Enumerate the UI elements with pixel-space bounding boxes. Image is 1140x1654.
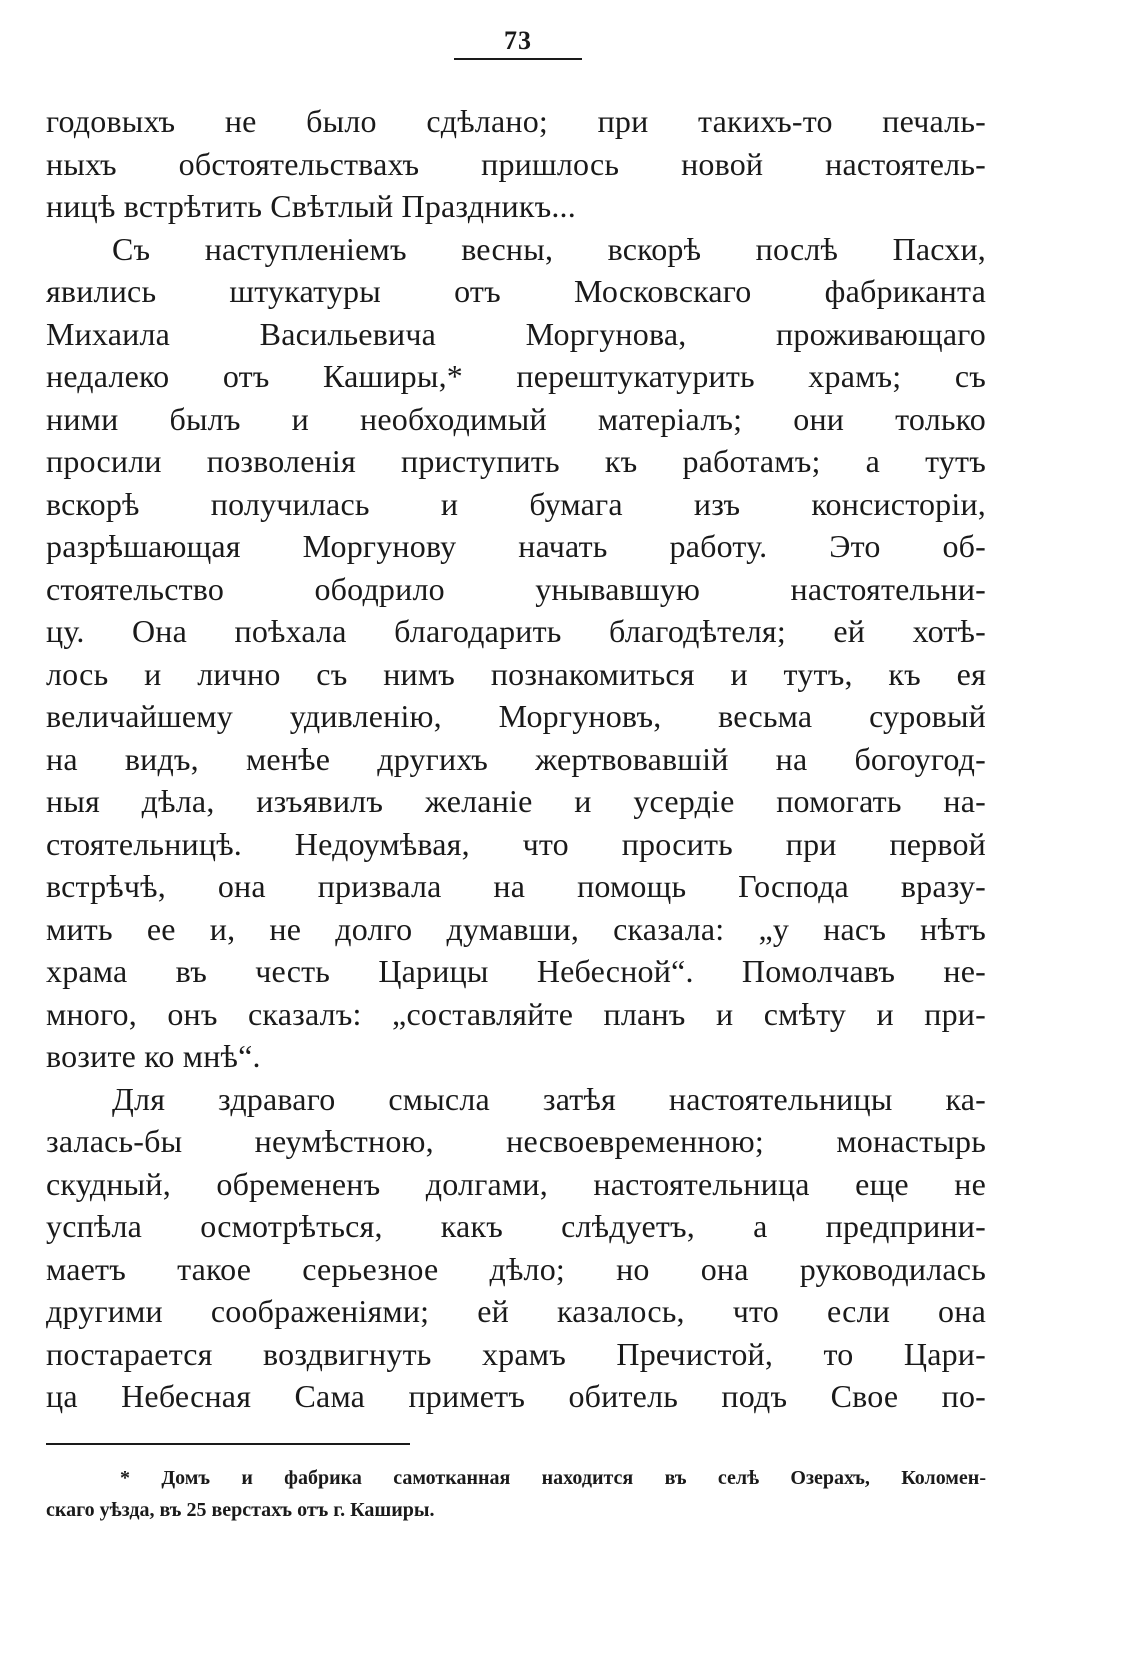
text-line: величайшему удивленію, Моргуновъ, весьма суровый — [46, 698, 986, 734]
text-line: Для здраваго смысла затѣя настоятельницы ка- — [112, 1080, 986, 1117]
footnote — [46, 1462, 986, 1526]
text-line: стоятельницѣ. Недоумѣвая, что просить при первой — [46, 825, 986, 862]
text-line: залась-бы неумѣстною, несвоевременною; монастырь — [46, 1123, 986, 1159]
text-line: другими соображеніями; ей казалось, что если она — [46, 1293, 986, 1329]
page-number-rule — [454, 58, 582, 60]
text-line: вскорѣ получилась и бумага изъ консисторіи, — [46, 485, 986, 522]
text-line: стоятельство ободрило унывавшую настоятельни- — [46, 570, 986, 607]
footnote-divider — [46, 1443, 410, 1445]
text-line: недалеко отъ Каширы,* перештукатурить храмъ; съ — [46, 358, 986, 394]
text-line: ними былъ и необходимый матеріалъ; они только — [46, 400, 986, 437]
text-line: маетъ такое серьезное дѣло; но она руководилась — [46, 1250, 986, 1287]
text-line: мить ее и, не долго думавши, сказала: „у насъ нѣтъ — [46, 910, 986, 947]
text-line: постарается воздвигнуть храмъ Пречистой, то Цари- — [46, 1335, 986, 1372]
text-line: цу. Она поѣхала благодарить благодѣтеля; ей хотѣ- — [46, 613, 986, 649]
text-line: лось и лично съ нимъ познакомиться и тутъ, къ ея — [46, 655, 986, 692]
text-line: ныхъ обстоятельствахъ пришлось новой настоятель- — [46, 145, 986, 182]
text-line: разрѣшающая Моргунову начать работу. Это об- — [46, 528, 986, 564]
text-line: просили позволенія приступить къ работамъ; а тутъ — [46, 443, 986, 479]
footnote-line: * Домъ и фабрика самотканная находится въ селѣ Озерахъ, Коломен- — [120, 1467, 986, 1489]
text-line: ницѣ встрѣтить Свѣтлый Праздникъ... — [46, 188, 576, 224]
text-line: на видъ, менѣе другихъ жертвовавшій на богоугод- — [46, 740, 986, 777]
text-line: храма въ честь Царицы Небесной“. Помолчавъ не- — [46, 953, 986, 989]
text-line: ца Небесная Сама приметъ обитель подъ Свое по- — [46, 1378, 986, 1414]
text-line: явились штукатуры отъ Московскаго фабриканта — [46, 273, 986, 309]
footnote-line: скаго уѣзда, въ 25 верстахъ отъ г. Каширы. — [46, 1499, 435, 1521]
text-line: годовыхъ не было сдѣлано; при такихъ-то печаль- — [46, 103, 986, 139]
text-line: возите ко мнѣ“. — [46, 1038, 261, 1074]
text-line: много, онъ сказалъ: „составляйте планъ и смѣту и при- — [46, 995, 986, 1032]
text-line: Съ наступленіемъ весны, вскорѣ послѣ Пасхи, — [112, 230, 986, 267]
text-line: скудный, обремененъ долгами, настоятельница еще не — [46, 1165, 986, 1202]
text-line: встрѣчѣ, она призвала на помощь Господа вразу- — [46, 868, 986, 904]
text-line: Михаила Васильевича Моргунова, проживающаго — [46, 315, 986, 352]
main-text — [46, 100, 986, 1418]
page-number: 73 — [504, 26, 532, 55]
page-header — [448, 26, 588, 60]
text-line: успѣла осмотрѣться, какъ слѣдуетъ, а предприни- — [46, 1208, 986, 1244]
text-line: ныя дѣла, изъявилъ желаніе и усердіе помогать на- — [46, 783, 986, 819]
